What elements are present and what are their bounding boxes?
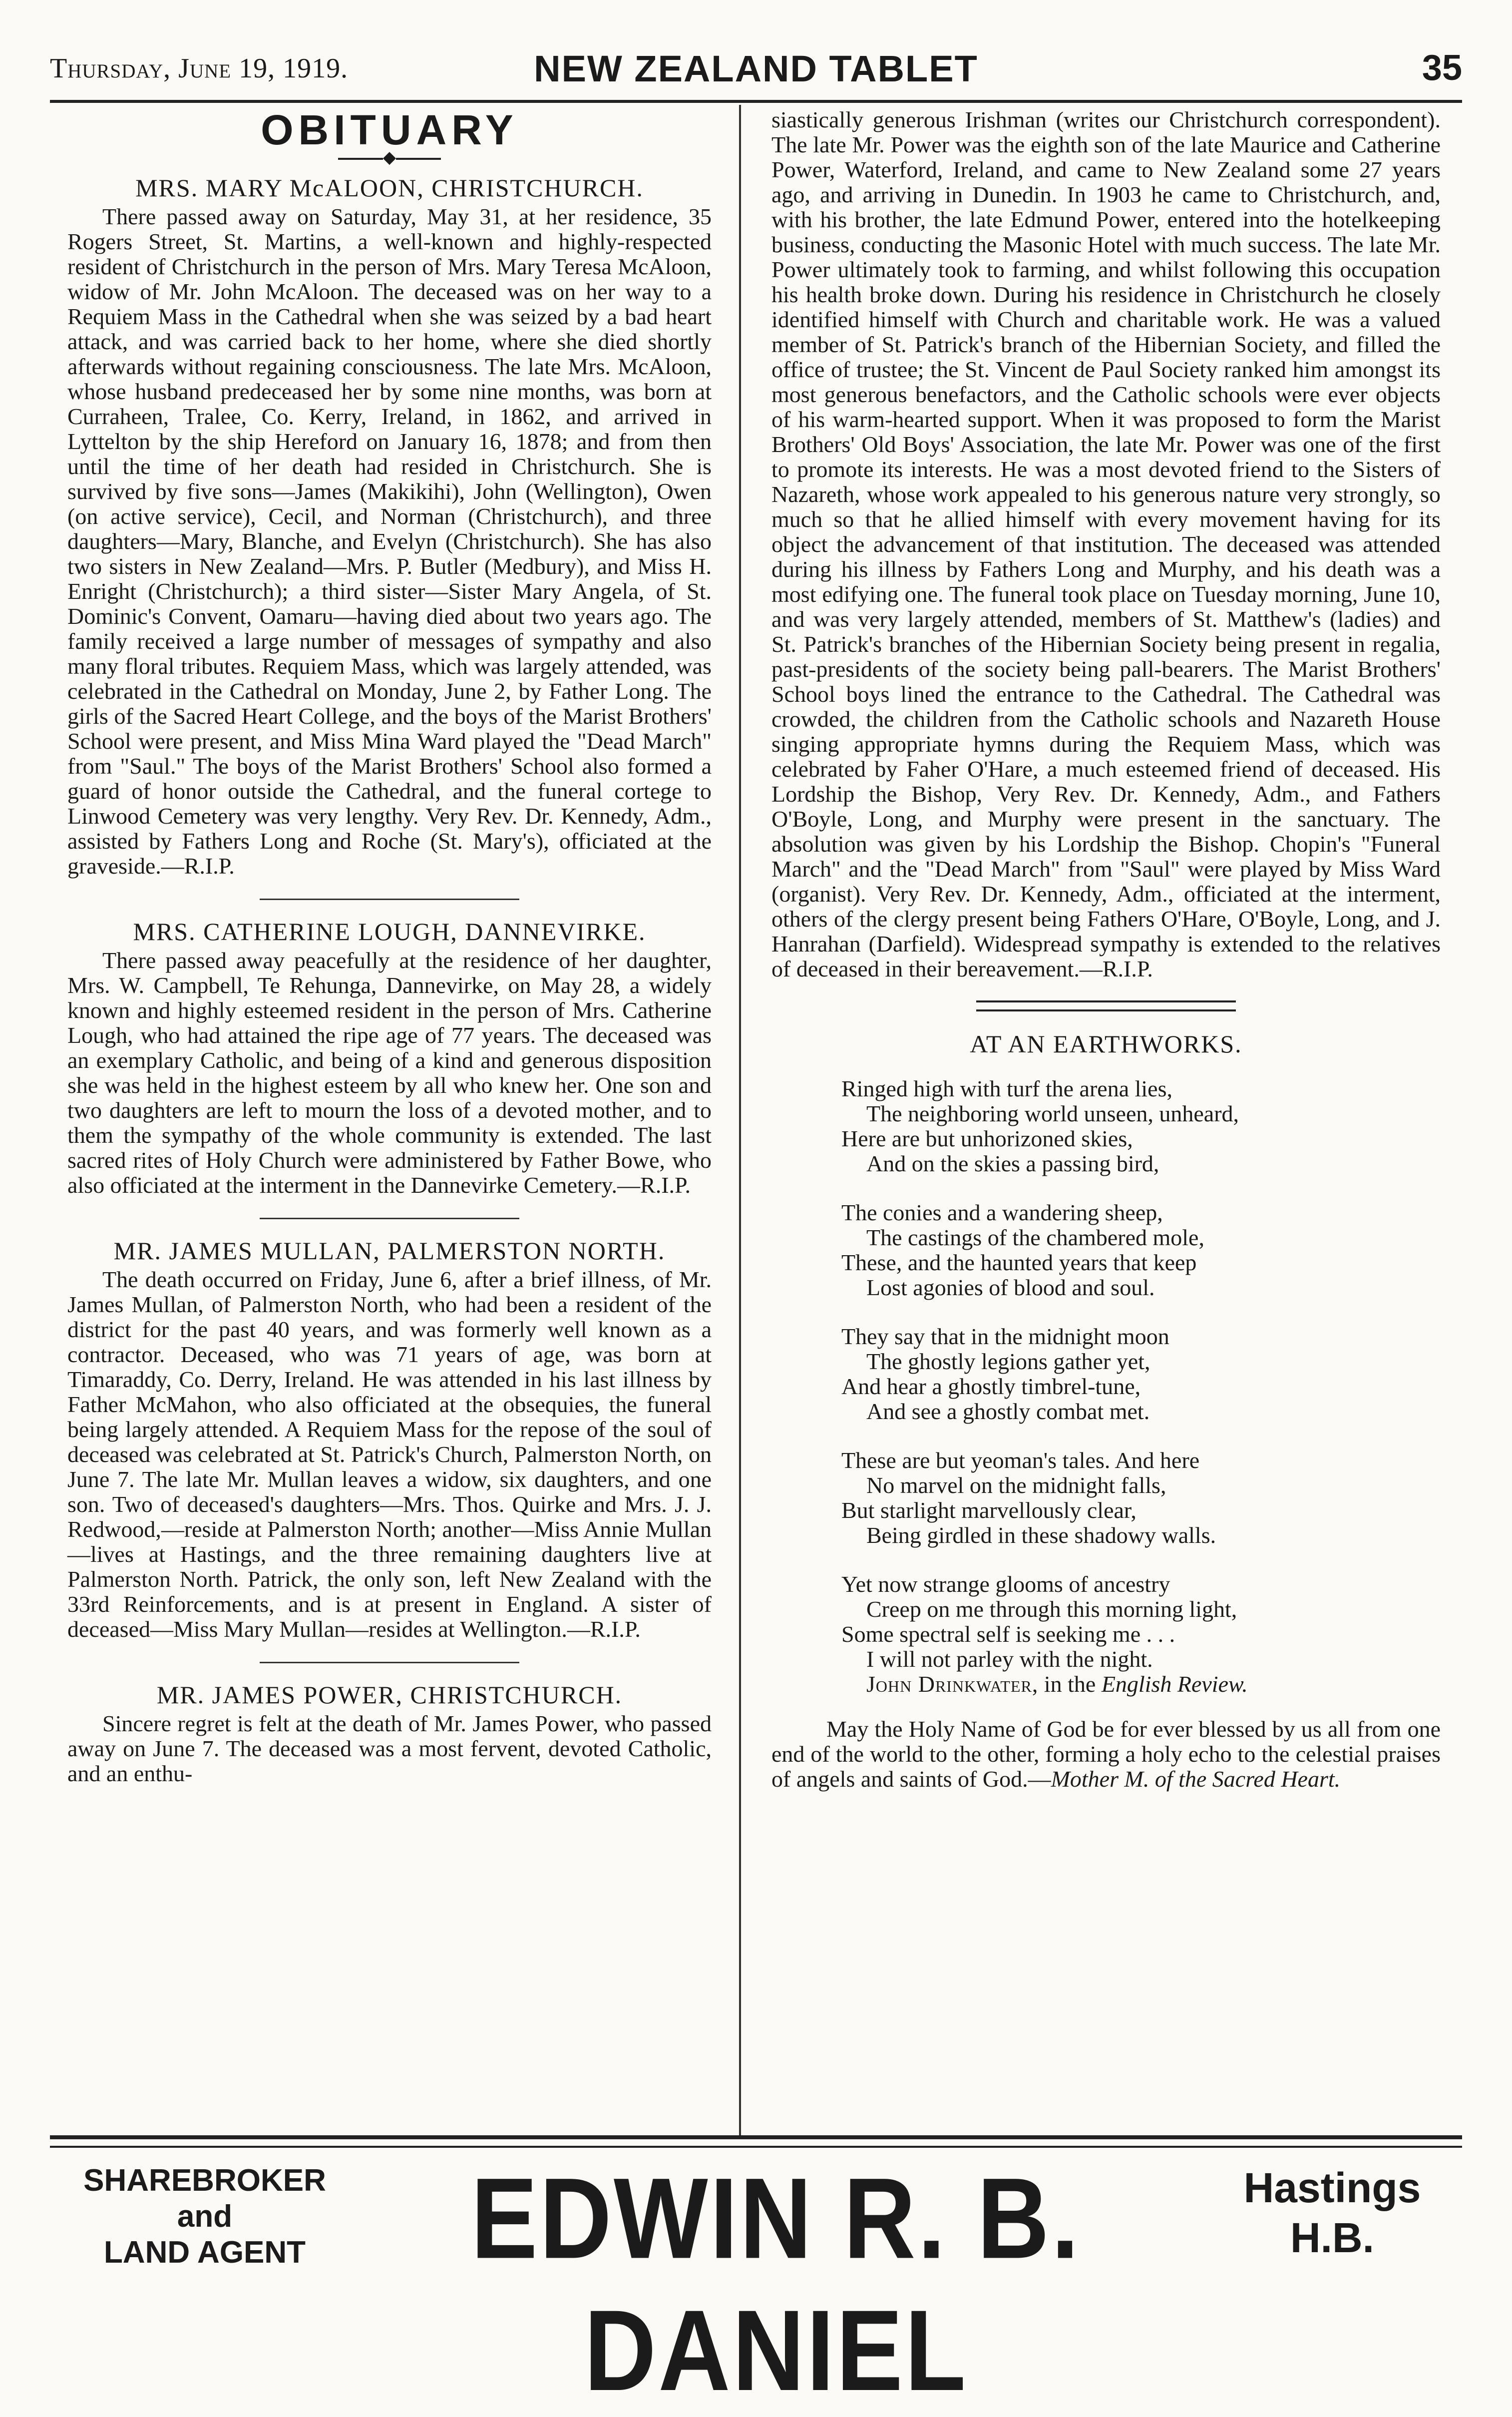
ad-line: SHAREBROKER <box>83 2163 326 2198</box>
poem-line: Yet now strange glooms of ancestry <box>841 1571 1170 1597</box>
ad-line: H.B. <box>1290 2214 1374 2261</box>
poem-stanza <box>841 1448 1441 1548</box>
poem-line: And see a ghostly combat met. <box>866 1399 1150 1424</box>
advertisement <box>50 2154 1462 2415</box>
poem-line: Being girdled in these shadowy walls. <box>866 1522 1216 1548</box>
poem-source-prefix: in the <box>1044 1671 1096 1697</box>
obituary-paragraph: The death occurred on Friday, June 6, after a brief illness, of Mr. James Mullan, of Palmerston North, who had been a resident of the district for the past 40 years, and was formerly well known as a contractor. Deceased, who was 71 years of age, was born at Timaraddy, Co. Derry, Ireland. He was attended in his last illness by Father McMahon, who also officiated at the obsequies, the funeral being largely attended. A Requiem Mass for the repose of the soul of deceased was celebrated at St. Patrick's Church, Palmerston North, on June 7. The late Mr. Mullan leaves a widow, six daughters, and one son. Two of deceased's daughters—Mrs. Thos. Quirke and Mrs. J. J. Redwood,—reside at Palmerston North; another—Miss Annie Mullan—lives at Hastings, and the three remaining daughters live at Palmerston North. Patrick, the only son, left New Zealand with the 33rd Reinforcements, and is at present in England. A sister of deceased—Miss Mary Mullan—resides at Wellington.—R.I.P. <box>67 1267 712 1642</box>
poem-credit <box>841 1672 1441 1697</box>
poem-source: English Review. <box>1101 1671 1248 1697</box>
obituary-title: OBITUARY <box>261 106 518 153</box>
obituary-paragraph: There passed away peacefully at the residence of her daughter, Mrs. W. Campbell, Te Rehunga, Dannevirke, on May 28, a widely known and highly esteemed resident in the person of Mrs. Catherine Lough, who had attained the ripe age of 77 years. The deceased was an exemplary Catholic, and being of a kind and generous disposition she was held in the highest esteem by all who knew her. One son and two daughters are left to mourn the loss of a devoted mother, and to them the sympathy of the whole community is extended. The last sacred rites of Holy Church were administered by Father Bowe, who also officiated at the interment in the Dannevirke Cemetery.—R.I.P. <box>67 948 712 1198</box>
poem-line: The conies and a wandering sheep, <box>841 1200 1163 1225</box>
poem-author: John Drinkwater, <box>866 1671 1039 1697</box>
title-ornament: ◆ <box>67 149 712 166</box>
poem-title: AT AN EARTHWORKS. <box>970 1030 1242 1058</box>
poem-stanza <box>841 1324 1441 1424</box>
obituary-heading: MRS. CATHERINE LOUGH, DANNEVIRKE. <box>133 918 646 946</box>
closing-attribution: Mother M. of the Sacred Heart. <box>1051 1766 1341 1792</box>
ad-line: LAND AGENT <box>103 2235 306 2270</box>
poem-line: Some spectral self is seeking me . . . <box>841 1621 1175 1647</box>
ad-business-name: EDWIN R. B. DANIEL <box>471 2154 1081 2415</box>
closing-prayer <box>771 1717 1441 1792</box>
poem-line: The neighboring world unseen, unheard, <box>866 1101 1239 1126</box>
poem-line: The castings of the chambered mole, <box>866 1225 1204 1250</box>
poem-line: The ghostly legions gather yet, <box>866 1349 1150 1374</box>
poem-stanza <box>841 1572 1441 1697</box>
ad-line: Hastings <box>1243 2164 1421 2211</box>
poem-line: And hear a ghostly timbrel-tune, <box>841 1374 1141 1399</box>
poem-stanza <box>841 1076 1441 1176</box>
obituary-paragraph: Sincere regret is felt at the death of Mr. James Power, who passed away on June 7. The deceased was a most fervent, devoted Catholic, and an enthu- <box>67 1711 712 1786</box>
issue-date: Thursday, June 19, 1919. <box>50 53 349 84</box>
footer-rule <box>50 2146 1462 2148</box>
column-divider <box>739 105 741 2135</box>
ad-location <box>1202 2163 1462 2263</box>
poem-line: Ringed high with turf the arena lies, <box>841 1076 1173 1101</box>
ad-line: and <box>177 2199 233 2234</box>
poem-line: These, and the haunted years that keep <box>841 1250 1197 1275</box>
footer-rule <box>50 2135 1462 2139</box>
double-divider <box>976 1000 1236 1011</box>
poem-line: No marvel on the midnight falls, <box>866 1472 1166 1498</box>
section-divider <box>260 899 519 900</box>
poem-line: And on the skies a passing bird, <box>866 1151 1159 1176</box>
poem-line: But starlight marvellously clear, <box>841 1497 1136 1523</box>
obituary-heading: MRS. MARY McALOON, CHRISTCHURCH. <box>135 174 644 202</box>
poem-line: Lost agonies of blood and soul. <box>866 1275 1155 1300</box>
obituary-paragraph: There passed away on Saturday, May 31, at her residence, 35 Rogers Street, St. Martins, a well-known and highly-respected resident of Christchurch in the person of Mrs. Mary Teresa McAloon, widow of Mr. John McAloon. The deceased was on her way to a Requiem Mass in the Cathedral when she was seized by a bad heart attack, and was carried back to her home, where she died shortly afterwards without regaining consciousness. The late Mrs. McAloon, whose husband predeceased her by some nine months, was born at Curraheen, Tralee, Co. Kerry, Ireland, in 1862, and arrived in Lyttelton by the ship Hereford on January 16, 1878; and from then until the time of her death had resided in Christchurch. She is survived by five sons—James (Makikihi), John (Wellington), Owen (on active service), Cecil, and Norman (Christchurch), and three daughters—Mary, Blanche, and Evelyn (Christchurch). She has also two sisters in New Zealand—Mrs. P. Butler (Medbury), and Miss H. Enright (Christchurch); a third sister—Sister Mary Angela, of St. Dominic's Convent, Oamaru—having died about two years ago. The family received a large number of messages of sympathy and also many floral tributes. Requiem Mass, which was largely attended, was celebrated in the Cathedral on Monday, June 2, by Father Long. The girls of the Sacred Heart College, and the boys of the Marist Brothers' School were present, and Miss Mina Ward played the "Dead March" from "Saul." The boys of the Marist Brothers' School also formed a guard of honor outside the Cathedral, and the funeral cortege to Linwood Cemetery was very lengthy. Very Rev. Dr. Kennedy, Adm., assisted by Fathers Long and Roche (St. Mary's), officiated at the graveside.—R.I.P. <box>67 204 712 879</box>
section-divider <box>260 1218 519 1219</box>
obituary-heading: MR. JAMES POWER, CHRISTCHURCH. <box>156 1681 623 1709</box>
ad-occupation <box>50 2163 360 2271</box>
left-column <box>67 107 712 1786</box>
poem-line: They say that in the midnight moon <box>841 1324 1169 1349</box>
closing-text: May the Holy Name of God be for ever blessed by us all from one end of the world to the other, forming a holy echo to the celestial praises of angels and saints of God.— <box>771 1716 1441 1792</box>
page-header <box>50 47 1462 107</box>
page-number: 35 <box>1422 48 1462 88</box>
poem-line: I will not parley with the night. <box>866 1646 1153 1672</box>
poem-line: Here are but unhorizoned skies, <box>841 1126 1133 1151</box>
obituary-heading: MR. JAMES MULLAN, PALMERSTON NORTH. <box>113 1237 666 1265</box>
poem-stanza <box>841 1200 1441 1300</box>
header-rule <box>50 100 1462 103</box>
masthead-title: NEW ZEALAND TABLET <box>534 48 978 89</box>
section-divider <box>260 1662 519 1663</box>
right-column <box>771 107 1441 1792</box>
obituary-continuation: siastically generous Irishman (writes our Christchurch correspondent). The late Mr. Power was the eighth son of the late Maurice and Catherine Power, Waterford, Ireland, and came to New Zealand some 27 years ago, and arriving in Dunedin. In 1903 he came to Christchurch, and, with his brother, the late Edmund Power, entered into the hotelkeeping business, conducting the Masonic Hotel with much success. The late Mr. Power ultimately took to farming, and whilst following this occupation his health broke down. During his residence in Christchurch he closely identified himself with Church and charitable work. He was a valued member of St. Patrick's branch of the Hibernian Society, and filled the office of trustee; the St. Vincent de Paul Society ranked him amongst its most generous benefactors, and the Catholic schools were ever objects of his warm-hearted support. When it was proposed to form the Marist Brothers' Old Boys' Association, the late Mr. Power was one of the first to promote its interests. He was a most devoted friend to the Sisters of Nazareth, whose work appealed to his generous nature very strongly, so much so that he allied himself with every movement having for its object the advancement of that institution. The deceased was attended during his illness by Fathers Long and Murphy, and his death was a most edifying one. The funeral took place on Tuesday morning, June 10, and was very largely attended, members of St. Matthew's (ladies) and St. Patrick's branches of the Hibernian Society being present in regalia, past-presidents of the society being pall-bearers. The Marist Brothers' School boys lined the entrance to the Cathedral. The Cathedral was crowded, the children from the Catholic schools and Nazareth House singing appropriate hymns during the Requiem Mass, which was celebrated by Faher O'Hare, a much esteemed friend of deceased. His Lordship the Bishop, Very Rev. Dr. Kennedy, Adm., and Fathers O'Boyle, Long, and Murphy were present in the sanctuary. The absolution was given by his Lordship the Bishop. Chopin's "Funeral March" and the "Dead March" from "Saul" were played by Miss Ward (organist). Very Rev. Dr. Kennedy, Adm., officiated at the interment, others of the clergy present being Fathers O'Hare, O'Boyle, Long, and J. Hanrahan (Darfield). Widespread sympathy is extended to the relatives of deceased in their bereavement.—R.I.P. <box>771 107 1441 981</box>
poem-line: These are but yeoman's tales. And here <box>841 1448 1200 1473</box>
poem-line: Creep on me through this morning light, <box>866 1596 1237 1622</box>
